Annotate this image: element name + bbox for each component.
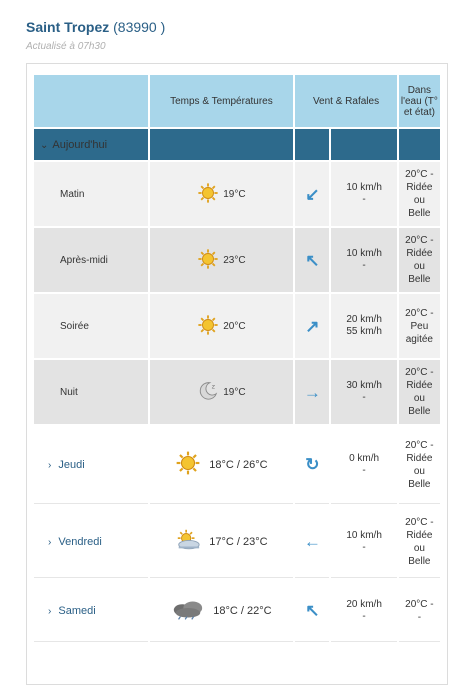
wind-speed: 0 km/h -	[331, 426, 396, 504]
sea-info: 20°C - Ridée ou Belle	[399, 506, 440, 578]
chevron-right-icon: ›	[48, 536, 52, 548]
sea-info: 20°C - Ridée ou Belle	[399, 162, 440, 226]
chevron-down-icon: ⌄	[40, 139, 49, 151]
sea-info: 20°C - -	[399, 580, 440, 642]
city-name: Saint Tropez	[26, 19, 110, 35]
wind-direction	[295, 294, 329, 358]
moon-icon	[197, 380, 219, 405]
day-name[interactable]: › Vendredi	[34, 506, 148, 578]
wind-direction	[295, 162, 329, 226]
sun-icon	[197, 314, 219, 339]
header-period	[34, 75, 148, 127]
header-wind: Vent & Rafales	[295, 75, 396, 127]
period-weather	[150, 162, 294, 226]
sun-icon	[197, 248, 219, 273]
day-temp: 17°C / 23°C	[209, 535, 268, 548]
cloud-icon	[171, 596, 205, 625]
period-temp: 19°C	[223, 188, 246, 200]
day-row[interactable]	[34, 426, 440, 504]
period-temp: 20°C	[223, 320, 246, 332]
day-weather	[150, 426, 294, 504]
period-row	[34, 162, 440, 226]
period-name: Nuit	[34, 360, 148, 424]
arrow-up-right-icon: ↗	[305, 316, 320, 336]
svg-text:z: z	[211, 381, 216, 390]
header-weather: Temps & Températures	[150, 75, 294, 127]
wind-speed: 20 km/h -	[331, 580, 396, 642]
period-weather	[150, 228, 294, 292]
arrow-up-left-icon: ↖	[305, 601, 320, 620]
table-header	[34, 75, 440, 127]
period-weather	[150, 360, 294, 424]
arrow-down-left-icon: ↙	[305, 184, 320, 204]
sun-icon	[197, 182, 219, 207]
today-label[interactable]: ⌄ Aujourd'hui	[34, 129, 148, 160]
wind-direction	[295, 580, 329, 642]
update-time: Actualisé à 07h30	[26, 41, 106, 52]
today-row[interactable]	[34, 129, 440, 160]
wind-speed: 10 km/h -	[331, 506, 396, 578]
wind-direction	[295, 228, 329, 292]
sea-info: 20°C - Ridée ou Belle	[399, 228, 440, 292]
day-name[interactable]: › Jeudi	[34, 426, 148, 504]
period-weather	[150, 294, 294, 358]
period-row	[34, 360, 440, 424]
day-temp: 18°C / 22°C	[213, 604, 272, 617]
wind-direction	[295, 506, 329, 578]
day-temp: 18°C / 26°C	[209, 458, 268, 471]
chevron-right-icon: ›	[48, 459, 52, 471]
chevron-right-icon: ›	[48, 605, 52, 617]
wind-speed: 30 km/h -	[331, 360, 396, 424]
period-name: Après-midi	[34, 228, 148, 292]
period-row	[34, 294, 440, 358]
period-temp: 19°C	[223, 386, 246, 398]
postcode: (83990 )	[113, 19, 166, 35]
wind-direction	[295, 426, 329, 504]
wind-speed: 10 km/h -	[331, 228, 396, 292]
variable-icon: ↻	[305, 455, 320, 474]
sun-cloud-icon	[175, 527, 201, 556]
period-temp: 23°C	[223, 254, 246, 266]
page-title	[26, 19, 165, 35]
wind-speed: 20 km/h 55 km/h	[331, 294, 396, 358]
arrow-up-left-icon: ↖	[305, 250, 320, 270]
day-name[interactable]: › Samedi	[34, 580, 148, 642]
day-weather	[150, 506, 294, 578]
header-sea: Dans l'eau (T° et état)	[399, 75, 440, 127]
day-weather	[150, 580, 294, 642]
sun-icon	[175, 450, 201, 479]
day-row[interactable]	[34, 506, 440, 578]
period-row	[34, 228, 440, 292]
period-name: Matin	[34, 162, 148, 226]
arrow-right-icon: →	[303, 382, 321, 402]
sea-info: 20°C - Ridée ou Belle	[399, 360, 440, 424]
forecast-table	[32, 73, 442, 644]
sea-info: 20°C - Peu agitée	[399, 294, 440, 358]
arrow-left-icon: ←	[303, 532, 321, 551]
forecast-panel	[26, 63, 448, 685]
wind-direction	[295, 360, 329, 424]
sea-info: 20°C - Ridée ou Belle	[399, 426, 440, 504]
day-row[interactable]	[34, 580, 440, 642]
wind-speed: 10 km/h -	[331, 162, 396, 226]
period-name: Soirée	[34, 294, 148, 358]
